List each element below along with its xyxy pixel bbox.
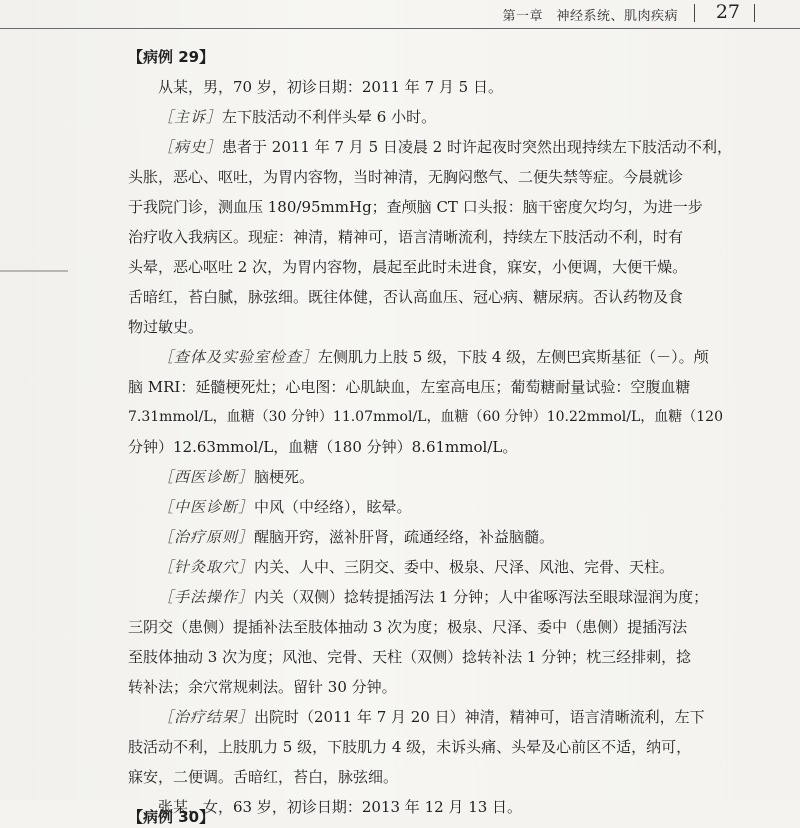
header-divider-right bbox=[754, 4, 755, 22]
exam-line-4: 分钟）12.63mmol/L，血糖（180 分钟）8.61mmol/L。 bbox=[128, 438, 518, 456]
case-29-title: 【病例 29】 bbox=[128, 48, 215, 66]
history-line-4: 治疗收入我病区。现症：神清，精神可，语言清晰流利，持续左下肢活动不利，时有 bbox=[128, 228, 684, 246]
complaint-tag: ［主诉］ bbox=[158, 108, 223, 126]
case-29-info: 从某，男，70 岁，初诊日期：2011 年 7 月 5 日。 bbox=[158, 78, 503, 96]
history-text: 患者于 2011 年 7 月 5 日凌晨 2 时许起夜时突然出现持续左下肢活动不利， bbox=[222, 138, 732, 156]
points-paragraph bbox=[158, 556, 674, 578]
exam-tag: ［查体及实验室检查］ bbox=[158, 348, 319, 366]
history-line-7: 物过敏史。 bbox=[128, 318, 204, 336]
exam-line-2: 脑 MRI：延髓梗死灶；心电图：心肌缺血，左室高电压；葡萄糖耐量试验：空腹血糖 bbox=[128, 378, 691, 396]
technique-text: 内关（双侧）捻转提插泻法 1 分钟；人中雀啄泻法至眼球湿润为度； bbox=[254, 588, 709, 606]
history-line-5: 头晕，恶心呕吐 2 次，为胃内容物，晨起至此时未进食，寐安，小便调，大便干燥。 bbox=[128, 258, 688, 276]
principle-tag: ［治疗原则］ bbox=[158, 528, 255, 546]
history-line-2: 头胀，恶心、呕吐，为胃内容物，当时神清，无胸闷憋气、二便失禁等症。今晨就诊 bbox=[128, 168, 684, 186]
exam-text: 左侧肌力上肢 5 级，下肢 4 级，左侧巴宾斯基征（－）。颅 bbox=[318, 348, 709, 366]
western-dx-paragraph bbox=[158, 466, 314, 488]
result-text: 出院时（2011 年 7 月 20 日）神清，精神可，语言清晰流利，左下 bbox=[254, 708, 705, 726]
header-divider bbox=[694, 4, 695, 22]
technique-line-2: 三阴交（患侧）提插补法至肢体抽动 3 次为度；极泉、尺泽、委中（患侧）提插泻法 bbox=[128, 618, 688, 636]
running-header bbox=[0, 0, 800, 29]
result-line-3: 寐安，二便调。舌暗红，苔白，脉弦细。 bbox=[128, 768, 399, 786]
points-text: 内关、人中、三阴交、委中、极泉、尺泽、风池、完骨、天柱。 bbox=[254, 558, 675, 576]
history-line-6: 舌暗红，苔白腻，脉弦细。既往体健，否认高血压、冠心病、糖尿病。否认药物及食 bbox=[128, 288, 684, 306]
technique-line-4: 转补法；余穴常规刺法。留针 30 分钟。 bbox=[128, 678, 397, 696]
result-tag: ［治疗结果］ bbox=[158, 708, 255, 726]
tcm-dx-paragraph bbox=[158, 496, 412, 518]
principle-text: 醒脑开窍，滋补肝肾，疏通经络，补益脑髓。 bbox=[254, 528, 555, 546]
page-number: 27 bbox=[715, 1, 740, 23]
history-line-3: 于我院门诊，测血压 180/95mmHg；查颅脑 CT 口头报：脑干密度欠均匀，为进一步 bbox=[128, 198, 703, 216]
principle-paragraph bbox=[158, 526, 554, 548]
points-tag: ［针灸取穴］ bbox=[158, 558, 255, 576]
history-line-1 bbox=[158, 136, 732, 158]
margin-mark bbox=[0, 270, 68, 272]
technique-tag: ［手法操作］ bbox=[158, 588, 255, 606]
tcm-dx-text: 中风（中经络），眩晕。 bbox=[254, 498, 412, 516]
complaint-paragraph bbox=[158, 106, 436, 128]
exam-line-3: 7.31mmol/L，血糖（30 分钟）11.07mmol/L，血糖（60 分钟）10.22mmol/L，血糖（120 bbox=[128, 409, 723, 425]
chapter-title: 第一章 神经系统、肌肉疾病 bbox=[502, 9, 678, 24]
tcm-dx-tag: ［中医诊断］ bbox=[158, 498, 255, 516]
history-tag: ［病史］ bbox=[158, 138, 223, 156]
complaint-text: 左下肢活动不利伴头晕 6 小时。 bbox=[222, 108, 437, 126]
technique-line-1 bbox=[158, 586, 708, 608]
western-dx-text: 脑梗死。 bbox=[254, 468, 315, 486]
case-30-title: 【病例 30】 bbox=[128, 808, 215, 826]
exam-line-1 bbox=[158, 346, 709, 368]
technique-line-3: 至肢体抽动 3 次为度；风池、完骨、天柱（双侧）捻转补法 1 分钟；枕三经排刺，捻 bbox=[128, 648, 692, 666]
result-line-1 bbox=[158, 706, 705, 728]
result-line-2: 肢活动不利，上肢肌力 5 级，下肢肌力 4 级，未诉头痛、头晕及心前区不适，纳可， bbox=[128, 738, 692, 756]
western-dx-tag: ［西医诊断］ bbox=[158, 468, 255, 486]
case-30-info: 张某，女，63 岁，初诊日期：2013 年 12 月 13 日。 bbox=[158, 798, 523, 816]
